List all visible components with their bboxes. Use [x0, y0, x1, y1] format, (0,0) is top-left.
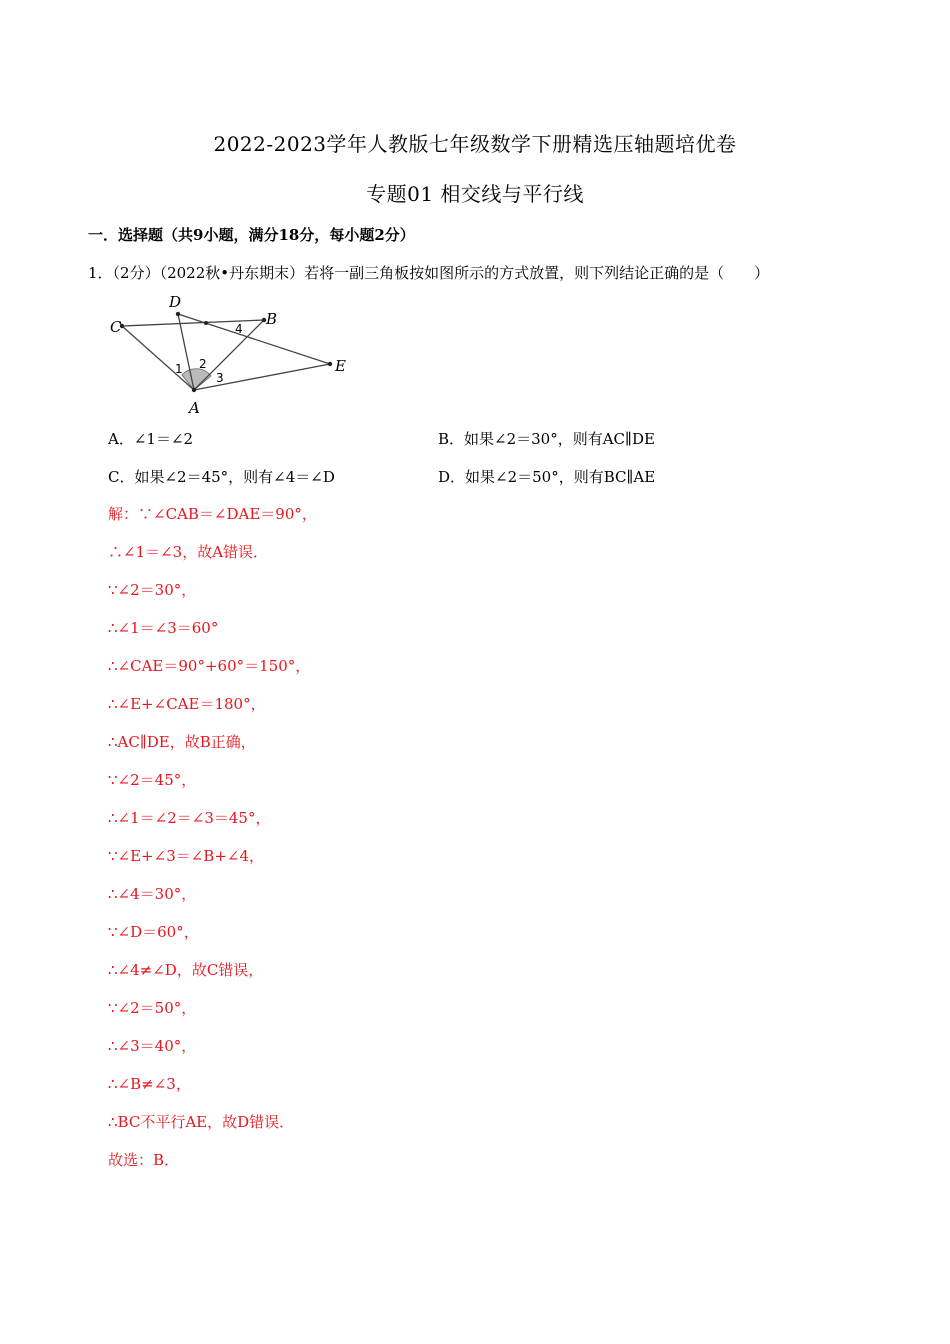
- solution-line: ∴∠1＝∠3＝60°: [108, 619, 219, 637]
- solution-line: ∴∠3＝40°，: [108, 1037, 197, 1055]
- solution-line: ∵∠E+∠3＝∠B+∠4，: [108, 847, 265, 865]
- solution-line: ∴∠E+∠CAE＝180°，: [108, 695, 266, 713]
- option-d: D．如果∠2＝50°，则有BC∥AE: [438, 468, 656, 486]
- label-angle-4: 4: [235, 322, 243, 336]
- solution-line: ∴∠4＝30°，: [108, 885, 197, 903]
- document-subtitle: 专题01 相交线与平行线: [366, 182, 584, 206]
- triangle-figure: [108, 290, 358, 416]
- point-e: [328, 362, 332, 366]
- solution-line: ∴∠B≠∠3，: [108, 1075, 191, 1093]
- point-intersection: [204, 321, 208, 325]
- solution-line: ∵∠2＝30°，: [108, 581, 197, 599]
- solution-line: ∴BC不平行AE，故D错误．: [108, 1113, 295, 1131]
- label-angle-3: 3: [216, 371, 224, 385]
- label-b: B: [266, 310, 278, 328]
- label-e: E: [335, 357, 346, 375]
- point-d: [176, 312, 180, 316]
- solution-answer: 故选：B．: [108, 1151, 180, 1169]
- solution-line: ∴∠CAE＝90°+60°＝150°，: [108, 657, 311, 675]
- label-d: D: [169, 293, 182, 311]
- label-angle-2: 2: [199, 357, 207, 371]
- solution-line: ∵∠2＝50°，: [108, 999, 197, 1017]
- label-a: A: [189, 399, 200, 416]
- solution-line: ∵∠D＝60°，: [108, 923, 199, 941]
- solution-line: ∴AC∥DE，故B正确，: [108, 733, 256, 751]
- segment-ea: [194, 364, 330, 390]
- section-heading: 一．选择题（共9小题，满分18分，每小题2分）: [88, 226, 415, 244]
- solution-block: [108, 504, 317, 1188]
- label-c: C: [110, 318, 122, 336]
- point-a: [192, 388, 196, 392]
- segment-cb: [122, 320, 264, 326]
- document-title: 2022-2023学年人教版七年级数学下册精选压轴题培优卷: [213, 132, 737, 156]
- solution-line: ∴∠4≠∠D，故C错误，: [108, 961, 264, 979]
- question-text: 1．（2分）（2022秋•丹东期末）若将一副三角板按如图所示的方式放置，则下列结论正确的是（ ）: [88, 264, 770, 282]
- option-a: A．∠1＝∠2: [108, 430, 194, 448]
- solution-line: 解：∵∠CAB＝∠DAE＝90°，: [108, 505, 317, 523]
- solution-line: ∴∠1＝∠3，故A错误．: [108, 543, 269, 561]
- solution-line: ∴∠1＝∠2＝∠3＝45°，: [108, 809, 271, 827]
- option-b: B．如果∠2＝30°，则有AC∥DE: [438, 430, 655, 448]
- label-angle-1: 1: [175, 362, 183, 376]
- option-c: C．如果∠2＝45°，则有∠4＝∠D: [108, 468, 335, 486]
- solution-line: ∵∠2＝45°，: [108, 771, 197, 789]
